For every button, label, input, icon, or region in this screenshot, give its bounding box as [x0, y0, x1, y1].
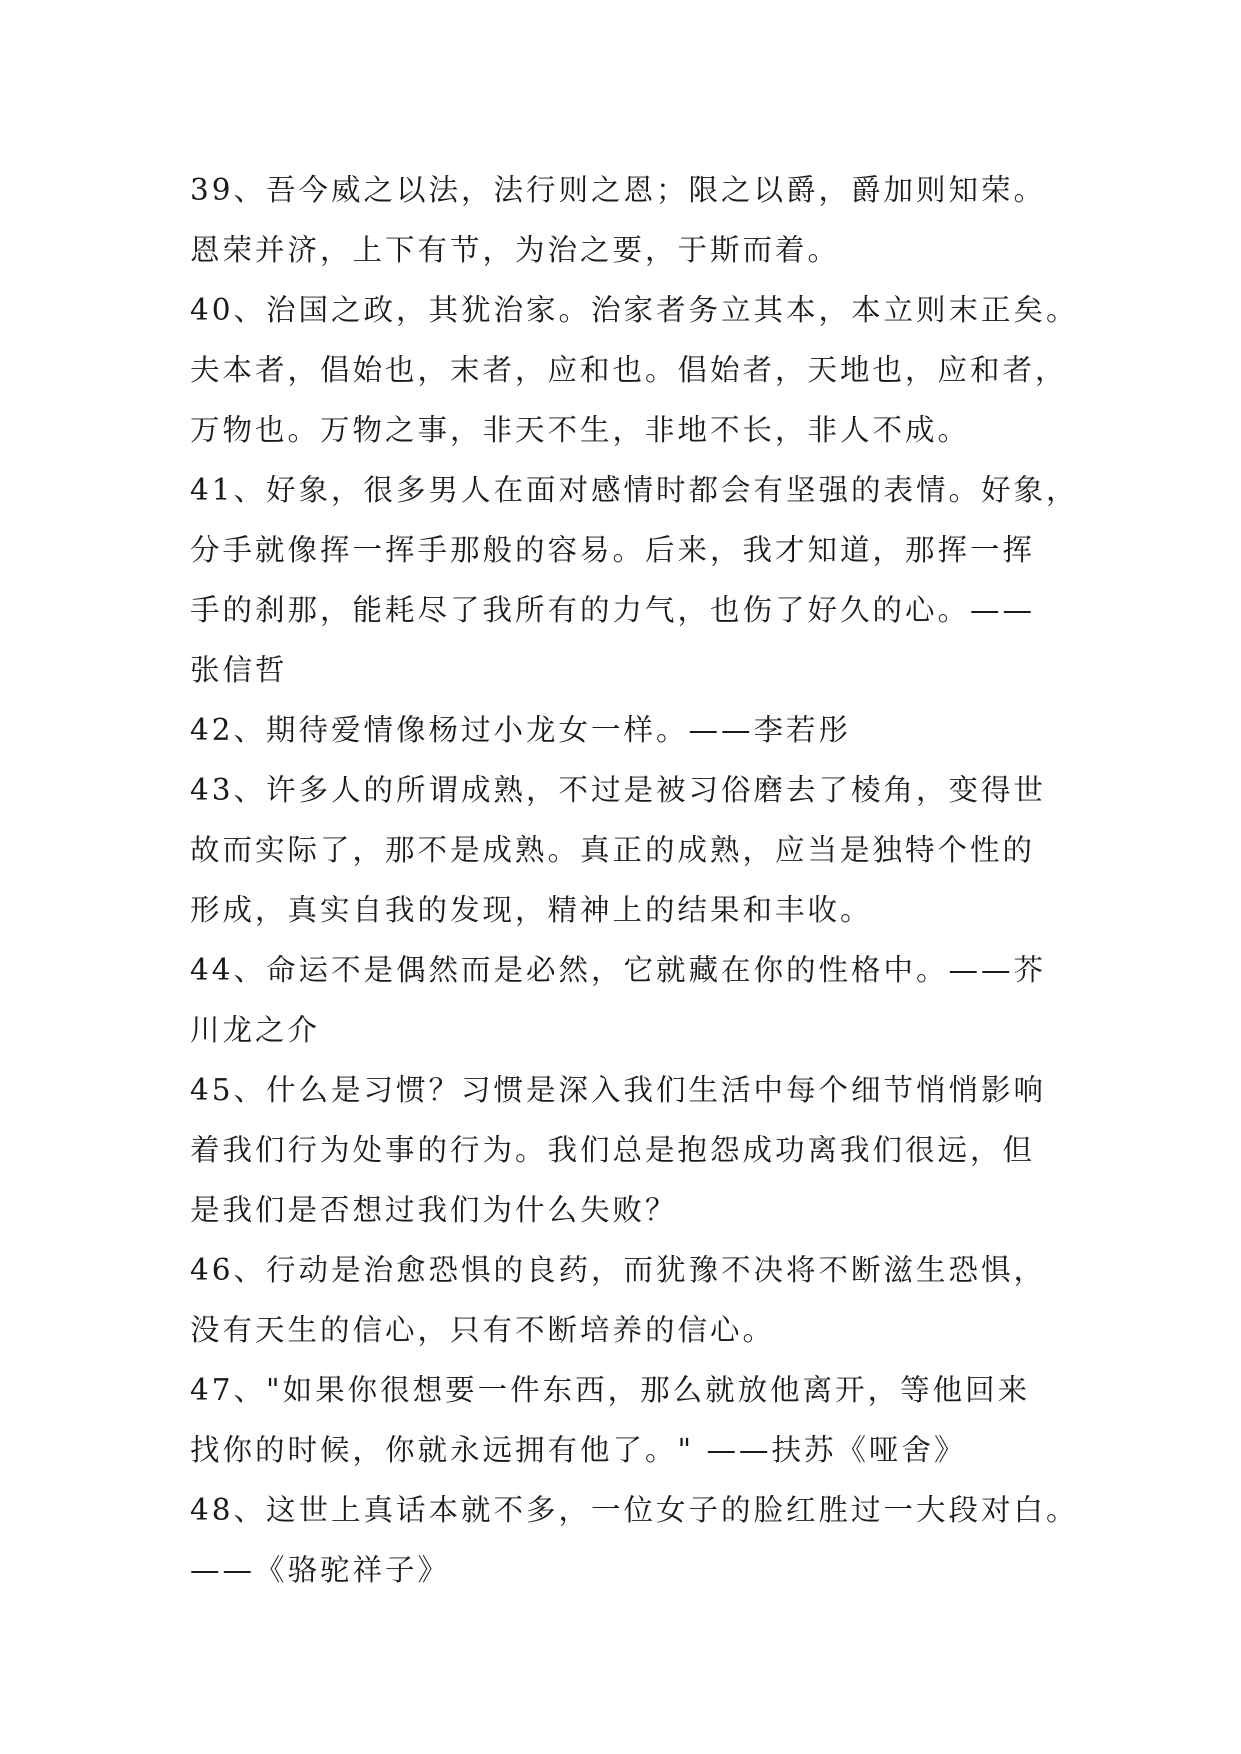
- text-line: ——《骆驼祥子》: [190, 1553, 451, 1587]
- text-line: 47、"如果你很想要一件东西，那么就放他离开，等他回来: [190, 1373, 1031, 1407]
- text-line: 43、许多人的所谓成熟，不过是被习俗磨去了棱角，变得世: [190, 773, 1047, 807]
- text-line: 形成，真实自我的发现，精神上的结果和丰收。: [190, 893, 873, 927]
- text-line: 42、期待爱情像杨过小龙女一样。——李若彤: [190, 713, 852, 747]
- text-line: 夫本者，倡始也，末者，应和也。倡始者，天地也，应和者，: [190, 353, 1068, 387]
- document-body: [190, 160, 1079, 1600]
- text-line: 万物也。万物之事，非天不生，非地不长，非人不成。: [190, 413, 971, 447]
- text-line: 分手就像挥一挥手那般的容易。后来，我才知道，那挥一挥: [190, 533, 1036, 567]
- text-line: 找你的时候，你就永远拥有他了。" ——扶苏《哑舍》: [190, 1433, 967, 1467]
- text-line: 是我们是否想过我们为什么失败？: [190, 1193, 678, 1227]
- text-line: 没有天生的信心，只有不断培养的信心。: [190, 1313, 776, 1347]
- text-line: 48、这世上真话本就不多，一位女子的脸红胜过一大段对白。: [190, 1493, 1079, 1527]
- text-line: 张信哲: [190, 653, 288, 687]
- text-line: 46、行动是治愈恐惧的良药，而犹豫不决将不断滋生恐惧，: [190, 1253, 1047, 1287]
- text-line: 41、好象，很多男人在面对感情时都会有坚强的表情。好象，: [190, 473, 1079, 507]
- text-line: 44、命运不是偶然而是必然，它就藏在你的性格中。——芥: [190, 953, 1047, 987]
- text-line: 39、吾今威之以法，法行则之恩；限之以爵，爵加则知荣。: [190, 173, 1047, 207]
- text-line: 恩荣并济，上下有节，为治之要，于斯而着。: [190, 233, 841, 267]
- text-line: 手的刹那，能耗尽了我所有的力气，也伤了好久的心。——: [190, 593, 1036, 627]
- text-line: 川龙之介: [190, 1013, 321, 1047]
- text-line: 故而实际了，那不是成熟。真正的成熟，应当是独特个性的: [190, 833, 1036, 867]
- text-line: 40、治国之政，其犹治家。治家者务立其本，本立则末正矣。: [190, 293, 1079, 327]
- text-line: 45、什么是习惯？习惯是深入我们生活中每个细节悄悄影响: [190, 1073, 1047, 1107]
- text-line: 着我们行为处事的行为。我们总是抱怨成功离我们很远，但: [190, 1133, 1036, 1167]
